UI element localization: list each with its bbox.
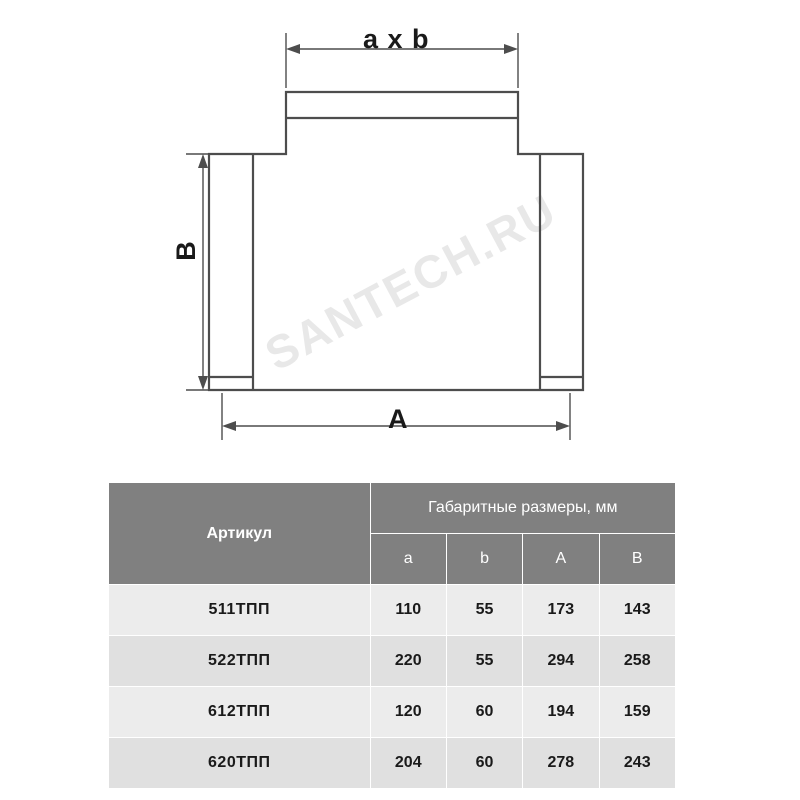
cell-A: 294 xyxy=(523,636,599,687)
watermark-text: SANTECH.RU xyxy=(256,183,565,381)
cell-B: 243 xyxy=(599,738,675,789)
cell-b: 60 xyxy=(446,738,522,789)
header-article: Артикул xyxy=(109,483,371,585)
table-body xyxy=(109,585,676,789)
table-row xyxy=(109,738,676,789)
cell-B: 159 xyxy=(599,687,675,738)
table-row xyxy=(109,585,676,636)
dimension-label-ab: a x b xyxy=(363,24,430,54)
header-dim-B: B xyxy=(599,534,675,585)
table-header-row-1 xyxy=(109,483,676,534)
dimension-B xyxy=(186,154,248,390)
cell-B: 258 xyxy=(599,636,675,687)
cell-A: 194 xyxy=(523,687,599,738)
dimension-label-a-total: A xyxy=(388,404,409,434)
specifications-table xyxy=(108,482,676,789)
dimension-label-b-total: B xyxy=(170,240,201,261)
table-head xyxy=(109,483,676,585)
header-dim-A: A xyxy=(523,534,599,585)
cell-a: 110 xyxy=(370,585,446,636)
cell-A: 278 xyxy=(523,738,599,789)
cell-b: 60 xyxy=(446,687,522,738)
cell-article: 522ТПП xyxy=(109,636,371,687)
header-dimensions-group: Габаритные размеры, мм xyxy=(370,483,675,534)
header-dim-b: b xyxy=(446,534,522,585)
cell-a: 204 xyxy=(370,738,446,789)
cell-A: 173 xyxy=(523,585,599,636)
table-row xyxy=(109,687,676,738)
header-dim-a: a xyxy=(370,534,446,585)
cell-b: 55 xyxy=(446,585,522,636)
cell-article: 612ТПП xyxy=(109,687,371,738)
cell-a: 220 xyxy=(370,636,446,687)
duct-outline xyxy=(209,92,583,390)
cell-b: 55 xyxy=(446,636,522,687)
cell-article: 511ТПП xyxy=(109,585,371,636)
cell-B: 143 xyxy=(599,585,675,636)
cell-a: 120 xyxy=(370,687,446,738)
table-row xyxy=(109,636,676,687)
cell-article: 620ТПП xyxy=(109,738,371,789)
